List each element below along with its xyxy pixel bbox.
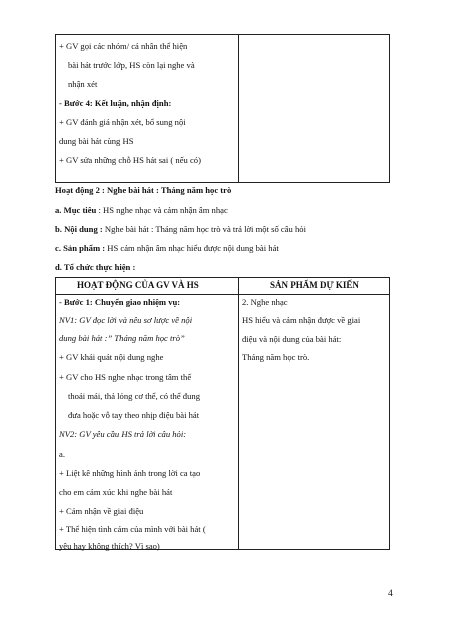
table-line: + Thể hiện tình cảm của mình với bài hát ( — [59, 524, 206, 534]
table-line: + Liệt kê những hình ảnh trong lời ca tạo — [59, 468, 201, 478]
content-label: b. Nội dung : — [55, 224, 103, 234]
table-line: cho em cảm xúc khi nghe bài hát — [59, 487, 173, 497]
table-line: dung bài hát cùng HS — [59, 136, 134, 146]
table-line: bài hát trước lớp, HS còn lại nghe và — [68, 60, 195, 70]
table-header-divider — [56, 294, 389, 295]
step-heading: - Bước 4: Kết luận, nhận định: — [59, 98, 172, 108]
page-number: 4 — [388, 589, 393, 599]
header-teacher-student-activities: HOẠT ĐỘNG CỦA GV VÀ HS — [77, 280, 199, 290]
table-line: yêu hay không thích? Vì sao) — [59, 541, 160, 551]
objective-label: a. Mục tiêu — [55, 205, 97, 215]
table-line: thoải mái, thả lỏng cơ thể, có thể đung — [68, 391, 200, 401]
product-line: HS hiểu và cảm nhận được về giai — [242, 315, 361, 325]
product-line: điệu và nội dung của bài hát: — [242, 334, 342, 344]
header-expected-products: SẢN PHẨM DỰ KIẾN — [270, 280, 359, 290]
product-line — [55, 243, 279, 254]
organization-heading: d. Tổ chức thực hiện : — [55, 262, 136, 272]
table-line: + GV khái quát nội dung nghe — [59, 352, 164, 362]
task-line: NV1: GV đọc lời và nêu sơ lược về nội — [59, 315, 193, 325]
task-line: dung bài hát :” Tháng năm học trò” — [59, 333, 185, 343]
content-line — [55, 224, 306, 235]
content-text: Nghe bài hát : Tháng năm học trò và trả lời một số câu hỏi — [102, 224, 306, 234]
table-line: + GV gọi các nhóm/ cá nhân thể hiện — [59, 41, 188, 51]
table-line: + GV cho HS nghe nhạc trong tâm thế — [59, 372, 192, 382]
table-line: nhận xét — [68, 79, 98, 89]
table-line: đưa hoặc vỗ tay theo nhịp điệu bài hát — [68, 410, 200, 420]
table-line: + GV sửa những chỗ HS hát sai ( nếu có) — [59, 155, 201, 165]
step-heading: - Bước 1: Chuyển giao nhiệm vụ: — [59, 297, 181, 307]
task-line: NV2: GV yêu cầu HS trả lời câu hỏi: — [59, 429, 187, 439]
table-column-divider — [238, 35, 239, 182]
table-column-divider — [238, 278, 239, 549]
table-line: a. — [59, 449, 65, 459]
product-heading: 2. Nghe nhạc — [242, 297, 288, 307]
objective-text: : HS nghe nhạc và cảm nhận âm nhạc — [96, 205, 228, 215]
table-line: + Cảm nhận về giai điệu — [59, 506, 144, 516]
product-line: Tháng năm học trò. — [242, 352, 310, 362]
table-line: + GV đánh giá nhận xét, bổ sung nội — [59, 117, 186, 127]
product-label: c. Sản phẩm : — [55, 243, 106, 253]
product-text: HS cảm nhận âm nhạc hiểu được nội dung bài hát — [105, 243, 279, 253]
activity-title: Hoạt động 2 : Nghe bài hát : Tháng năm học trò — [55, 185, 232, 195]
objective-line — [55, 205, 228, 216]
